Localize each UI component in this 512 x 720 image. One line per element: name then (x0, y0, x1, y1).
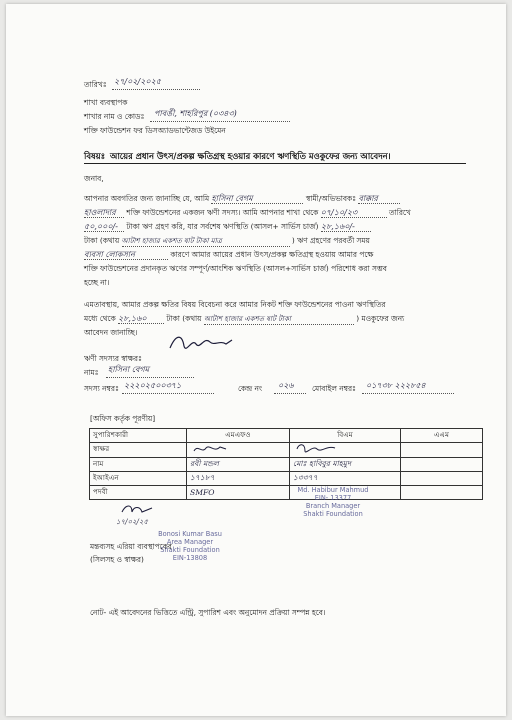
center-label: কেন্দ্র নং (238, 384, 263, 393)
stamp-line: Md. Habibur Mahmud (297, 486, 369, 494)
body-text: টাকা ঋণ গ্রহণ করি, যার সর্বশেষ ঋণস্থিতি (আসল+ সার্ভিস চার্জ) (126, 222, 319, 231)
center-underline (274, 393, 306, 394)
stamp-line: Area Manager (166, 538, 214, 546)
stamp-line: Shakti Foundation (303, 510, 363, 518)
body-text: ) ঋণ গ্রহণের পরবর্তী সময় (291, 236, 370, 245)
bm-ein: ১৩৩৭৭ (290, 472, 401, 486)
table-row (90, 458, 483, 472)
subject-text: আয়ের প্রধান উৎস/প্রকল্প ক্ষতিগ্রস্থ হওয়ার কারণে ঋণস্থিতি মওকুফের জন্য আবেদন। (110, 151, 391, 161)
subject-label: বিষয়ঃ (84, 151, 106, 161)
row-label: ইআইএন (90, 472, 187, 486)
subject-underline (84, 163, 466, 164)
mfo-name: রবী মন্ডল (187, 458, 290, 472)
mobile-label: মোবাইল নম্বরঃ (312, 384, 356, 393)
body-line-1 (84, 194, 400, 204)
column-header: এমএফও (187, 429, 290, 443)
branch-label: শাখার নাম ও কোডঃ (84, 112, 145, 121)
balance-words-inline: আটাশ হাজার একশত ষাট টাকা মাত্র (122, 237, 290, 247)
branch-underline (150, 121, 290, 122)
loan-date-inline: ০৭/১০/২৩ (321, 208, 387, 218)
member-number-value: ২২২০২৫০০৩৭১ (124, 381, 182, 390)
body-text: ) মওকুফের জন্য (356, 314, 405, 323)
column-header: এএম (401, 429, 483, 443)
mfo-signature (187, 443, 290, 458)
member-name-label: নামঃ (84, 368, 99, 377)
stamp-line: Bonosi Kumar Basu (158, 530, 222, 538)
member-name-underline (106, 377, 194, 378)
waiver-amount-inline: ২৮,১৬০ (118, 314, 164, 324)
table-header-row (90, 429, 483, 443)
office-heading: [অফিস কর্তৃক পূরণীয়] (90, 414, 156, 423)
stamp-line: Shakti Foundation (160, 546, 220, 554)
request-line-1: এমতাবস্থায়, আমার প্রকল্প ক্ষতির বিষয় বিবেচনা করে আমার নিকট শক্তি ফাউন্ডেশনের পাওনা ঋণস্থিতির (84, 300, 386, 309)
center-value: ০২৬ (278, 381, 294, 390)
body-text: কারণে আমার আয়ের প্রধান উৎস/প্রকল্প ক্ষতিগ্রস্থ হওয়ায় আমার পক্ষে (170, 250, 374, 259)
waiver-words-inline: আটাশ হাজার একশত ষাট টাকা (204, 315, 354, 325)
member-number-label: সদস্য নম্বরঃ (84, 384, 119, 393)
body-text: আপনার অবগতির জন্য জানাচ্ছি যে, আমি (84, 194, 210, 203)
date-underline (112, 89, 200, 90)
stamp-line: EIN-13808 (172, 554, 208, 562)
member-name-inline: হাসিনা বেগম (211, 194, 303, 204)
addressee: শাখা ব্যবস্থাপক (84, 98, 128, 107)
body-line-2 (84, 208, 411, 218)
mfo-designation: SMFO (187, 486, 290, 500)
row-label: নাম (90, 458, 187, 472)
mobile-value: ০১৭৩৮ ২২২৮৫৪ (366, 381, 426, 390)
row-label: পদবী (90, 486, 187, 500)
salutation: জনাব, (84, 174, 104, 183)
request-line-2 (84, 314, 404, 325)
member-number-underline (122, 393, 214, 394)
date-label: তারিখঃ (84, 80, 107, 89)
organization-line: শক্তি ফাউন্ডেশন ফর ডিসঅ্যাডভান্টেজড উইমেন (84, 126, 226, 135)
body-line-3 (84, 222, 371, 232)
stamp-line: EIN- 13377 (314, 494, 352, 502)
bm-name: মোঃ হাবিবুর মাহমুদ (290, 458, 401, 472)
body-line-5 (84, 250, 373, 260)
approval-line-1: মন্তব্যসহ এরিয়া ব্যবস্থাপকের (90, 542, 172, 551)
member-name-value: হাসিনা বেগম (108, 365, 150, 374)
column-header: সুপারিশকারী (90, 429, 187, 443)
column-header: বিএম (290, 429, 401, 443)
loan-amount-inline: ৫০,০০০/- (84, 222, 124, 232)
area-manager-date: ১৭/০২/২৫ (116, 518, 149, 526)
body-text: মধ্যে থেকে (84, 314, 116, 323)
body-line-4 (84, 236, 370, 247)
table-row (90, 443, 483, 458)
mfo-ein: ১৭১৮৭ (187, 472, 290, 486)
table-row (90, 472, 483, 486)
body-line-6: শক্তি ফাউন্ডেশনের প্রদানকৃত ঋণের সম্পূর্ণ/আংশিক ঋণস্থিতি (আসল+সার্ভিস চার্জ) পরিশোধ করা সম্ভব (84, 264, 387, 273)
guardian-inline: বাক্কার (358, 194, 400, 204)
application-form (6, 4, 506, 716)
guardian-inline-2: হাওলাদার (84, 208, 124, 218)
body-text: টাকা (কথায় (166, 314, 202, 323)
body-text: শক্তি ফাউন্ডেশনের একজন ঋণী সদস্য। আমি আপনার শাখা থেকে (126, 208, 319, 217)
am-name (401, 458, 483, 472)
date-value: ২৭/০২/২০২৫ (114, 77, 161, 86)
approval-line-2: (সিলসহ ও স্বাক্ষর) (90, 555, 144, 564)
area-manager-initial (118, 502, 158, 516)
request-line-3: আবেদন জানাচ্ছি। (84, 328, 138, 337)
branch-manager-stamp (278, 486, 388, 518)
branch-value: পাবর্ঙী, শাহরিপুর (০৩৪৩) (154, 109, 237, 118)
member-signature-scribble (166, 330, 236, 356)
body-line-7: হচ্ছে না। (84, 278, 110, 287)
body-text: তারিখে (389, 208, 411, 217)
balance-inline: ২৮,১৬০/- (321, 222, 371, 232)
body-text: টাকা (কথায় (84, 236, 120, 245)
am-designation (401, 486, 483, 500)
mobile-underline (362, 393, 454, 394)
row-label: স্বাক্ষর (90, 443, 187, 458)
member-signature-label: ঋণী সদস্যর স্বাক্ষরঃ (84, 354, 142, 363)
footer-note: নোট- এই আবেদনের ভিত্তিতে এন্ট্রি, সুপারিশ এবং অনুমোদন প্রক্রিয়া সম্পন্ন হবে। (90, 608, 326, 617)
am-signature (401, 443, 483, 458)
loss-reason-inline: ব্যবসা লোকসান (84, 250, 168, 260)
bm-signature (290, 443, 401, 458)
am-ein (401, 472, 483, 486)
stamp-line: Branch Manager (305, 502, 361, 510)
body-text: স্বামী/অভিভাবকঃ (305, 194, 357, 203)
